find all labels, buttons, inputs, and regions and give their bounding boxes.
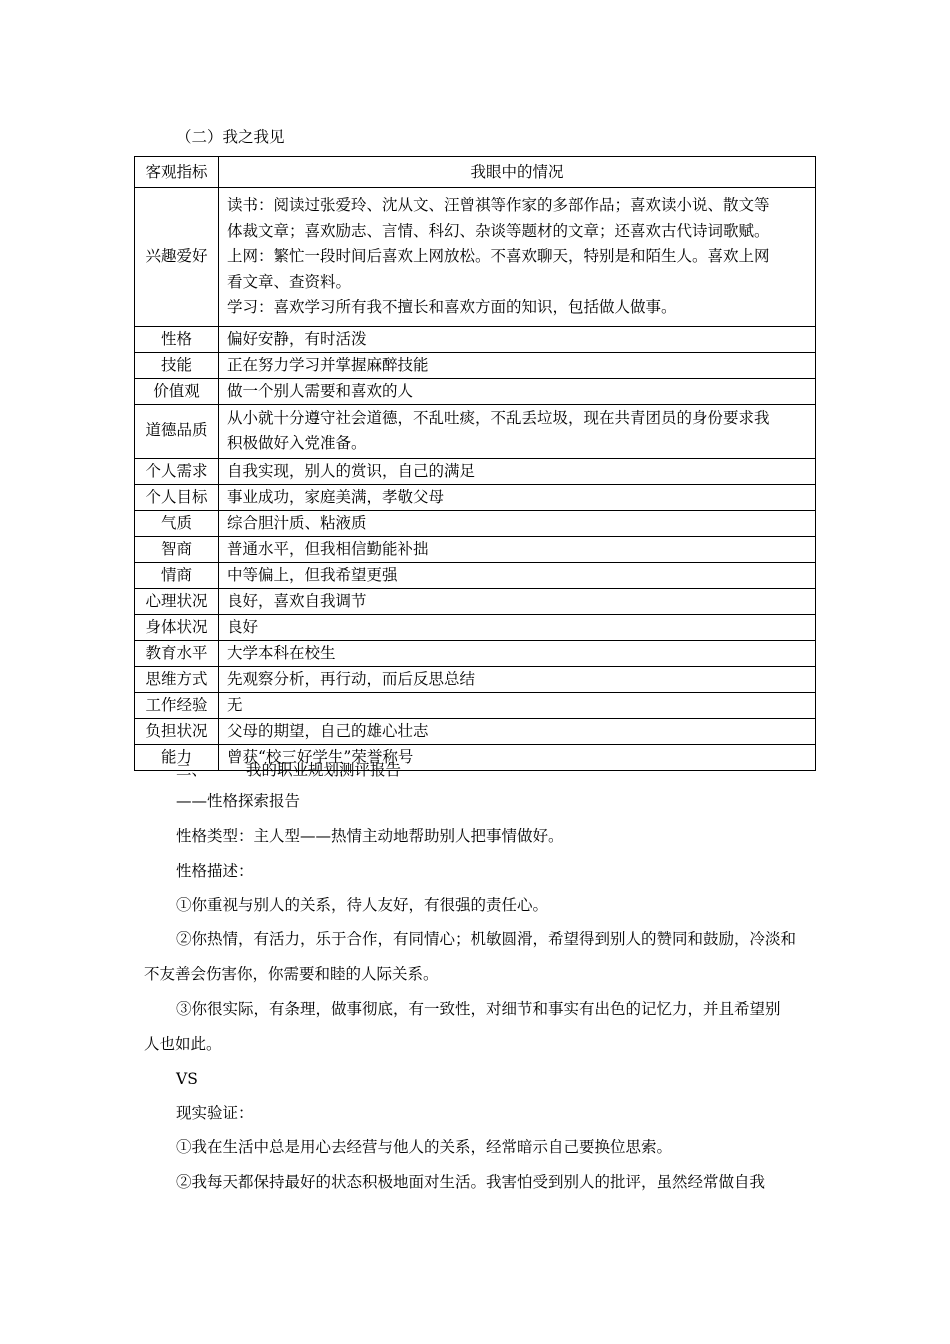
table-row — [135, 640, 816, 666]
situation-line: 先观察分析，再行动，而后反思总结 — [227, 669, 476, 688]
header-indicator: 客观指标 — [135, 157, 219, 188]
paragraph-line: 现实验证： — [176, 1104, 254, 1122]
row-indicator: 能力 — [135, 744, 219, 770]
row-situation — [219, 404, 816, 458]
header-situation: 我眼中的情况 — [219, 157, 816, 188]
situation-line: 上网：繁忙一段时间后喜欢上网放松。不喜欢聊天，特别是和陌生人。喜欢上网 — [227, 247, 770, 265]
row-indicator: 情商 — [135, 562, 219, 588]
situation-line: 普通水平，但我相信勤能补拙 — [227, 539, 429, 558]
row-indicator: 教育水平 — [135, 640, 219, 666]
row-situation — [219, 692, 816, 718]
paragraph-line: 性格类型：主人型——热情主动地帮助别人把事情做好。 — [176, 827, 564, 845]
table-row — [135, 718, 816, 744]
situation-line: 无 — [227, 695, 243, 714]
paragraph-line: ②你热情，有活力，乐于合作，有同情心；机敏圆滑，希望得到别人的赞同和鼓励，冷淡和 — [176, 930, 797, 948]
situation-line: 偏好安静，有时活泼 — [227, 329, 367, 348]
situation-line: 自我实现，别人的赏识，自己的满足 — [227, 461, 476, 480]
row-situation — [219, 188, 816, 327]
row-situation — [219, 614, 816, 640]
table-row — [135, 484, 816, 510]
row-indicator: 身体状况 — [135, 614, 219, 640]
table-row — [135, 404, 816, 458]
row-situation — [219, 352, 816, 378]
row-situation — [219, 666, 816, 692]
row-indicator: 个人需求 — [135, 458, 219, 484]
table-row — [135, 510, 816, 536]
table-row — [135, 588, 816, 614]
situation-line: 曾获“校三好学生”荣誉称号 — [227, 747, 414, 766]
situation-line: 做一个别人需要和喜欢的人 — [227, 381, 414, 400]
paragraph-line: ——性格探索报告 — [176, 792, 301, 810]
table-header-row — [135, 157, 816, 188]
row-situation — [219, 562, 816, 588]
row-situation — [219, 458, 816, 484]
situation-line: 良好，喜欢自我调节 — [227, 591, 367, 610]
situation-line: 读书：阅读过张爱玲、沈从文、汪曾祺等作家的多部作品；喜欢读小说、散文等 — [227, 196, 770, 214]
situation-line: 看文章、查资料。 — [227, 272, 352, 291]
row-indicator: 气质 — [135, 510, 219, 536]
table-row — [135, 562, 816, 588]
row-indicator: 工作经验 — [135, 692, 219, 718]
paragraph-line: ③你很实际，有条理，做事彻底，有一致性，对细节和事实有出色的记忆力，并且希望别 — [176, 1000, 781, 1018]
row-indicator: 负担状况 — [135, 718, 219, 744]
situation-line: 综合胆汁质、粘液质 — [227, 513, 367, 532]
table-row — [135, 666, 816, 692]
situation-line: 中等偏上，但我希望更强 — [227, 565, 398, 584]
row-indicator: 心理状况 — [135, 588, 219, 614]
row-indicator: 价值观 — [135, 378, 219, 404]
situation-line: 体裁文章；喜欢励志、言情、科幻、杂谈等题材的文章；还喜欢古代诗词歌赋。 — [227, 221, 770, 240]
row-indicator: 个人目标 — [135, 484, 219, 510]
row-situation — [219, 588, 816, 614]
row-situation — [219, 378, 816, 404]
self-view-table — [134, 156, 816, 771]
situation-line: 从小就十分遵守社会道德，不乱吐痰，不乱丢垃圾，现在共青团员的身份要求我 — [227, 408, 770, 427]
section-number: 二、 — [176, 761, 208, 779]
section-heading — [176, 759, 401, 781]
row-situation — [219, 640, 816, 666]
paragraph-line: 性格描述： — [176, 862, 254, 880]
paragraph-line: 人也如此。 — [144, 1035, 222, 1053]
paragraph-line: ②我每天都保持最好的状态积极地面对生活。我害怕受到别人的批评，虽然经常做自我 — [176, 1173, 766, 1191]
row-indicator: 性格 — [135, 326, 219, 352]
table-row — [135, 536, 816, 562]
situation-line: 学习：喜欢学习所有我不擅长和喜欢方面的知识，包括做人做事。 — [227, 298, 677, 316]
section-title: 我的职业规划测评报告 — [246, 761, 402, 779]
row-situation — [219, 326, 816, 352]
table-row — [135, 458, 816, 484]
row-indicator: 智商 — [135, 536, 219, 562]
paragraph-line: ①我在生活中总是用心去经营与他人的关系，经常暗示自己要换位思索。 — [176, 1138, 673, 1156]
table-row — [135, 692, 816, 718]
situation-line: 事业成功，家庭美满，孝敬父母 — [227, 487, 445, 506]
paragraph-line: 不友善会伤害你，你需要和睦的人际关系。 — [144, 965, 439, 983]
row-situation — [219, 536, 816, 562]
row-situation — [219, 510, 816, 536]
row-situation — [219, 718, 816, 744]
row-indicator: 思维方式 — [135, 666, 219, 692]
table-row — [135, 188, 816, 327]
row-situation — [219, 484, 816, 510]
table-row — [135, 614, 816, 640]
table-row — [135, 352, 816, 378]
row-indicator: 兴趣爱好 — [135, 188, 219, 327]
row-indicator: 技能 — [135, 352, 219, 378]
subheading: （二）我之我见 — [176, 128, 285, 146]
situation-line: 良好 — [227, 617, 259, 636]
situation-line: 大学本科在校生 — [227, 643, 336, 662]
table-row — [135, 326, 816, 352]
situation-line: 积极做好入党准备。 — [227, 434, 367, 452]
situation-line: 正在努力学习并掌握麻醉技能 — [227, 355, 429, 374]
row-indicator: 道德品质 — [135, 404, 219, 458]
situation-line: 父母的期望，自己的雄心壮志 — [227, 721, 429, 740]
table-row — [135, 378, 816, 404]
paragraph-line: ①你重视与别人的关系，待人友好，有很强的责任心。 — [176, 896, 549, 914]
paragraph-line: VS — [176, 1070, 198, 1088]
